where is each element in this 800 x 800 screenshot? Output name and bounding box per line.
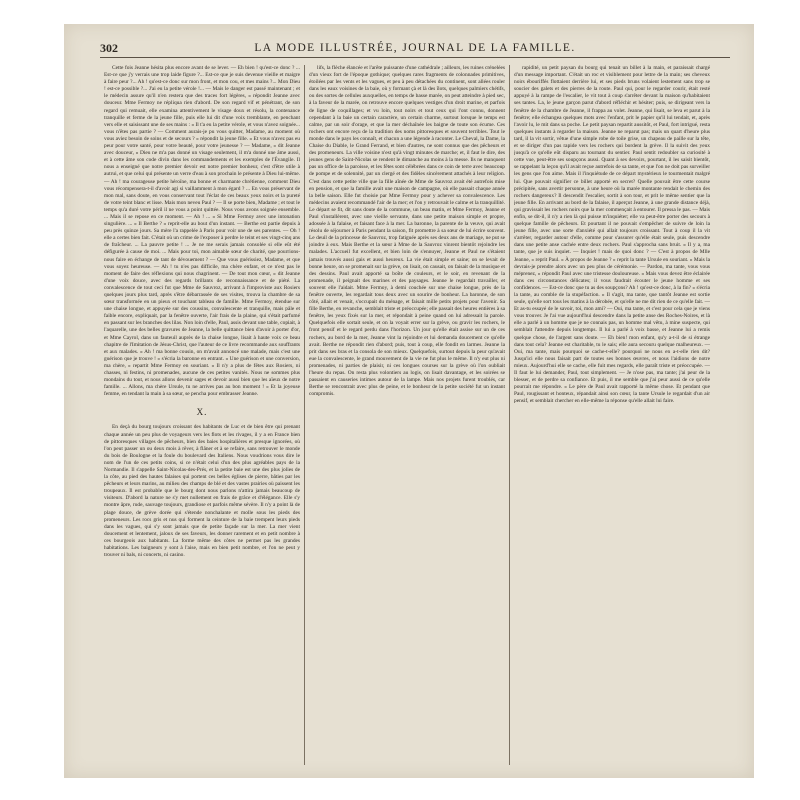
column-rule bbox=[304, 65, 305, 765]
section-number: X. bbox=[196, 407, 208, 418]
body-text: En deçà du bourg toujours croissant des habitants de Luc et de bien être qui prenant chaque année un peu plus de voyageurs vers les flots et les rivages, il y a en France bien de pittoresques villages de pêcheurs, bien des baies hospitalières et presque ignorées, où l'on peut passer un ou deux mois à rêver, à flâner et à se refaire, sans retrouver le monde du bois de Boulogne et la foule du boulevard des Italiens. Nous voudrions vous dire le nom de l'un de ces petits coins, si ce n'était celui d'un des plus agréables pays de la Normandie. Il s'appelle Saint-Nicolas-des-Prés, et la petite baie est une des plus jolies de la côte, au pied des hautes falaises qui portent ces belles églises de pierre, bâties par les pêcheurs et leurs marins, au milieu des champs de blé et des vastes prairies où paissent les troupeaux. Il est probable que le bourg dont nous parlons n'attira jamais beaucoup de visiteurs. D'abord la nature ne s'y met nullement en frais de grâce et d'élégance. Elle s'y montre âpre, rude, sauvage toujours, grandiose et parfois même sévère. Il n'y a point là de plage douce, de grève dorée qui s'étende nonchalante et molle sous les pieds des promeneurs. Les rocs gris et nus qui forment la ceinture de la baie trempent leurs pieds dans les vagues, qui s'y sont jamais que de petite façade sur la mer. La mer vient doucement et lentement, jaloux de ses faveurs, les donner rarement et en petit nombre à ces bourgeois aux habitants. La forme même des côtes ne permet pas les grandes habitations. Les baigneurs y sont à l'aise, mais en bien petit nombre, et l'on ne peut y trouver ni bals, ni concerts, ni casino. bbox=[104, 424, 300, 559]
column-rule bbox=[509, 65, 510, 765]
text-column-3 bbox=[514, 65, 710, 765]
running-title: LA MODE ILLUSTRÉE, JOURNAL DE LA FAMILLE. bbox=[254, 42, 576, 54]
body-text: rapidité, un petit paysan du bourg qui tenait un billet à la main, et paraissait chargé d'un message important. C'était un roc et visiblement pour lettre de la main; ses cheveux noirs ébouriffés flottaient derrière lui, et ses pieds bruns volaient lestement sans trop se soucier des galets et des pierres de la route. Paul qui, pour le regarder courir, était resté appuyé à la rampe de l'escalier, le vit tout à coup s'arrêter devant la maison qu'habitaient ses tantes. La, le jeune garçon parut d'abord réfléchir et hésiter; puis, se dirigeant vers la fenêtre de la chambre de Jeanne, il frappa au volet. Jeanne, qui lisait, se leva et parut à la fenêtre; elle échangea quelques mots avec l'enfant, prit le papier qu'il lui tendait, et, après l'avoir lu, le mit dans sa poche. Le petit paysan repartit aussitôt, et Paul, fort intrigué, resta quelques instants à regarder la maison. Jeanne ne reparut pas; mais un quart d'heure plus tard, il la vit sortir, vêtue d'une simple robe de toile grise, un chapeau de paille sur la tête, et se diriger d'un pas rapide vers les rochers qui bordent la grève. Il la suivit des yeux jusqu'à ce qu'elle eût disparu au tournant du sentier. Paul sentit redoubler sa curiosité à cette vue, peut-être ses soupçons aussi. Quant à ses devoirs, pourtant, il les saisit bientôt, se rappelant la leçon qu'il avait reçue autrefois de sa tante, et que l'on ne doit pas surveiller les gens que l'on aime. Mais il l'inquiétude de ce départ mystérieux le tourmentait malgré lui. Que pouvait signifier ce billet apporté en secret? Quelle pouvait être cette course précipitée, sans avertir personne, à une heure où la marée montante rendait le chemin des rochers dangereux? Il descendit l'escalier, sortit à son tour, et prit le même sentier que la jeune fille. En arrivant au bord de la falaise, il aperçut Jeanne, à une grande distance déjà, qui gravissait les rochers noirs que la mer commençait à entourer. Il pressa le pas. — Mais enfin, se dit-il, il n'y a rien là qui puisse m'inquiéter; elle va peut-être porter des secours à quelque famille de pêcheurs. Et pourtant il ne pouvait s'empêcher de suivre de loin la jeune fille, avec une sorte d'anxiété qui allait toujours croissant. Tout à coup il la vit s'arrêter, regarder autour d'elle, comme pour s'assurer qu'elle était seule, puis descendre dans une petite anse cachée entre deux rochers. Paul s'approcha sans bruit. « Il y a, ma tante, que je suis inquiet. — Inquiet ! mais de quoi donc ? — C'est à propos de Mlle Jeanne, » reprit Paul. « À propos de Jeanne ? » reprit la tante Ursule en souriant. « Mais la devrais-je prendre alors avec un peu plus de cérémonie. — Pardon, ma tante, vous vous méprenez, » répondit Paul avec une tristesse douloureuse. « Mais vous devez être éclairée dans ces circonstances délicates; il vous faudrait écouter le jeune homme et ses confidences. — Est-ce donc que tu as des soupçons? Ah ! qu'est-ce donc, à la fin? » s'écria la tante, au comble de la stupéfaction. « Il s'agit, ma tante, que tantôt Jeanne est sortie seule, qu'elle sort tous les matins à la dérobée, et qu'elle ne me dit rien de ce qu'elle fait. — Et as-tu essayé de le savoir, toi, mon ami? — Oui, ma tante, et c'est pour cela que je viens vous trouver. Je l'ai vue aujourd'hui descendre dans la petite anse des Roches-Noires, et là elle a parlé à un homme que je ne connais pas, un homme mal vêtu, à mine suspecte, qui semblait l'attendre depuis longtemps. Il lui a parlé à voix basse, et Jeanne lui a remis quelque chose, de l'argent sans doute. — Eh bien! mon enfant, qu'y a-t-il de si étrange dans tout cela? Jeanne est charitable, tu le sais; elle aura secouru quelque malheureux. — Oui, ma tante, mais pourquoi se cache-t-elle? pourquoi ne nous en a-t-elle rien dit? Jusqu'ici elle nous faisait part de toutes ses bonnes œuvres, et nous l'aidions de notre mieux. Aujourd'hui elle se cache, elle fuit mes regards, elle paraît triste et préoccupée. — Il faut le lui demander, Paul, tout simplement. — Je n'ose pas, ma tante; j'ai peur de la blesser, et de perdre sa confiance. Et puis, il me semble que j'ai peur aussi de ce qu'elle pourrait me répondre. » Le père de Paul avait rapporté la même chose. Et pendant que Paul, rougissant et honteux, répandait ainsi son cœur, la tante Ursule le regardait d'un air pensif, et semblait chercher en elle-même la réponse qu'elle allait lui faire. bbox=[514, 65, 710, 405]
page-number: 302 bbox=[100, 41, 118, 55]
body-text: lifs, la flèche élancée et l'arête puissante d'une cathédrale ; ailleurs, les ruines crénelées d'un vieux fort de l'époque gothique; quelques rares fragments de colonnades primitives, étoilées par les vents et les vagues, et peu à peu détachées du continent, sont allées rouler dans les eaux voisines de la baie, où y formant çà et là des îlots, quelques palmiers chétifs, ou des sortes de cellules auxquelles, en temps de basse marée, on peut atteindre à pied sec, à la faveur de la marée, on retrouve encore quelques vestiges d'un droit marine, et parfois de ligne de coquillages; et vu loin, tout noirs et tout ceux qui l'ont connu, donnent cependant à la baie un certain caractère, un certain charme, surtout lorsque le temps est calme, par un soir d'orage, et que la mer déchaînée les baigne de toute son écume. Ces rochers ont encore reçu de la tradition des noms pittoresques et souvent terribles. Tout le monde dans le pays les connaît, et chacun a une légende à raconter. Le Cheval, la Dame, la Chaise du Diable, le Grand Ferrand, et bien d'autres, ne sont connus que des pêcheurs et des promeneurs. La ville voisine n'est qu'à vingt minutes de marche; et, il faut le dire, des jeunes gens de Saint-Nicolas se rendent le dimanche au moins à la messe. Ils ne manquent pas un office de la paroisse, et les fêtes sont célébrées dans ce coin de terre avec beaucoup de pompe et de solennité, par un clergé et des fidèles sincèrement attachés à leur religion. C'est dans cette petite ville que la fille aînée de Mme de Sauvroz avait été autrefois mise en pension, et que la famille avait une maison de campagne, où elle passait chaque année la belle saison. Elle fut choisie par Mme Fermoy pour y achever sa convalescence. Les médecins avaient recommandé l'air de la mer; et l'on y retrouvait le calme et la tranquillité. Le départ se fit, dit sans doute de la commune, un beau matin, et Mme Fermoy, Jeanne et Paul s'installèrent, avec une vieille servante, dans une petite maison simple et propre, adossée à la falaise, et faisant face à la mer. La baronne, la parente de la veuve, qui avait résolu de séjourner à Paris pendant la saison, fit promettre à sa sœur de lui écrire souvent. Le deuil de la princesse de Sauvroz, trop fatiguée après ses deux ans de mariage, ne put se joindre à eux. Mais Berthe et la sœur à Mme de la Sauvroz vinrent bientôt rejoindre les malades. L'accueil fut excellent, et bien loin de s'ennuyer, Jeanne et Paul ne s'étaient jamais trouvés aussi gais et aussi heureux. La vie était simple et saine; on se levait de bonne heure, on se promenait sur la grève, on lisait, on causait, on faisait de la musique et des dessins. Paul avait apporté sa boîte de couleurs, et le soir, en revenant de la promenade, il peignait des marines et des paysages. Jeanne le regardait travailler, et souvent elle l'aidait. Mme Fermoy, à demi couchée sur une chaise longue, près de la fenêtre ouverte, les regardait tous deux avec un sourire de bonheur. La baronne, de son côté, allait et venait, s'occupait du ménage, et faisait mille petits projets pour l'avenir. Sa fille Berthe, en revanche, semblait triste et préoccupée; elle passait des heures entières à sa fenêtre, les yeux fixés sur la mer, et répondait à peine quand on lui adressait la parole. Quelquefois elle sortait seule, et on la voyait errer sur la grève, ou gravir les rochers, le front pensif et le regard perdu dans l'horizon. Un jour qu'elle était assise sur un de ces rochers, au bord de la mer, Jeanne vint la rejoindre et lui demanda doucement ce qu'elle avait. Berthe ne répondit rien d'abord; puis, tout à coup, elle fondit en larmes. Jeanne la prit dans ses bras et la consola de son mieux. Quelquefois, surtout depuis la peur qu'avait eue la convalescente, le grand mouvement de la vie ne fut plus le même. Il n'y eut plus ni promenades, ni parties de plaisir, ni ces longues courses sur la grève où l'on oubliait l'heure du repas. On resta plus volontiers au logis, on lisait davantage, et les soirées se passaient en causeries intimes autour de la lampe. Mais nos projets furent troublés, car Berthe se rencontrait avec plus de peine, et le bonheur de la petite société fut un instant compromis. bbox=[309, 65, 505, 398]
running-header bbox=[100, 40, 730, 58]
body-text: Cette fois Jeanne hésita plus encore avant de se lever. — Eh bien ! qu'est-ce donc ? ... Est-ce que j'y verrais une trop laide figure ?... Est-ce que je suis devenue vieille et maigre à faire peur ?... Ah ! qu'est-ce donc sur mon front, et mon cou, et mes mains ?... Mon Dieu ! est-ce possible ?... J'ai eu la petite vérole !... — Mais le danger est passé maintenant ; et le médecin assure qu'il n'en restera que des traces fort légères, » répondit Jeanne avec douceur. Mme Fermoy ne répliqua rien d'abord. De son regard vif et pénétrant, de son regard qui remuait, elle examina attentivement le visage doux et résolu, la contenance tranquille et ferme de la jeune fille, puis elle lui dit d'une voix tremblante, en penchant vers elle et saisissant une de ses mains : « Il t'a eu la petite vérole, et vous n'avez soignée... vous n'êtes pas partie ? — Comment aurais-je pu vous quitter, Madame, au moment où vous aviez besoin de soins et de secours ? » répondit la jeune fille. « Et vous n'avez pas eu peur pour votre santé, pour votre beauté, pour votre jeunesse ? — Madame, » dit Jeanne avec douceur, « Dieu ne m'a pas donné un visage seulement, il m'a donné une âme aussi, et à cette âme son code divin dans les commandements et les exemples de l'Évangile. Il nous a enseigné que notre premier devoir est notre premier bonheur, c'est d'être utile à autrui, et que celui qui présente un verre d'eau à son prochain le présente à Dieu lui-même. — Ah ! ma courageuse petite héroïne, ma bonne et charmante chrétienne, comment Dieu vous récompensera-t-il d'avoir agi si vaillamment à mon égard ? ... En vous préservant de mon mal, sans doute, en vous conservant tout l'éclat de ces beaux yeux noirs et la pureté de votre teint blanc et lisse. Mais mon neveu Paul ? — Il se porte bien, Madame ; et tout le temps qu'a duré votre péril il ne vous a point quittée. Nous vous avons soignée ensemble. ... Mais il se repose en ce moment. — Ah ! ... « Si Mme Fermoy avec une intonation singulière. ... « Il Berthe ? » reprit-elle au bout d'un instant. — Berthe est partie depuis à peu près quinze jours. Sa mère l'a rappelée à Paris pour voir une de ses parentes. — Oh ! elle a certes bien fait. C'était où un crime de l'exposer à perdre le teint et ses vingt-cinq ans de fraîcheur. ... La pauvre petite ! ... Je ne me serais jamais consolée si elle eût été défigurée à cause de moi. ... Mais pour toi, mon aimable sœur de charité, que pourrions-nous faire en échange de tant de dévouement ? — Que vous guérissiez, Madame, et que vous soyez heureuse. — Ah ! tu n'es pas difficile, ma chère enfant, et ce n'est pas le moment de faire des réflexions qui nous chagrinent. — De tout mon cœur, » dit Jeanne d'une voix douce, avec des regards brillants de reconnaissance et de piété. La convalescence de tout ceci fut que Mme de Sauvroz, arrivant à l'improviste aux Rosiers quelques jours plus tard, après s'être débarrassée de ses visites, trouva la chambre de sa sœur transformée en un pieux et touchant tableau de famille. Mme Fermoy, étendue sur une chaise longue, et appuyée sur des coussins, convalescente et tranquille, mais pâle et faible encore, expliquait, par la fenêtre ouverte, l'air frais de la plaine, qui s'était parfumé en passant sur les branches des lilas. Non loin d'elle, Paul, assis devant une table, copiait, à l'aquarelle, une des belles gravures de Jeanne, la belle quittance bien d'avoir à porter d'or, et Mme Cayrol, dans un fauteuil auprès de la chaise longue, lisait à haute voix ce beau chapitre de l'Imitation de Jésus-Christ, que l'auteur de ce livre recommande aux souffrants et aux malades. « Ah ! ma bonne cousin, on m'avait annoncé une malade, mais c'est une guérison que je trouve ! » s'écria la baronne en entrant. « Une guérison et une conversion, ma chère, » repartit Mme Fermoy en souriant. « Il n'y a plus de fêtes aux Rosiers, ni chasses, ni festins, ni promenades, aucune de ces petites vanités. Nous ne sommes plus mondains du tout, et nous allons devenir sages et devoir aussi bien que les aïeux de notre famille. ... Allons, ma chère Ursule, tu ne arrives pas au bon moment ! » Et la joyeuse femme, en tendant la main à sa sœur, se pencha pour embrasser Jeanne. bbox=[104, 65, 300, 398]
text-column-1 bbox=[104, 65, 300, 765]
magazine-page bbox=[64, 24, 754, 778]
text-column-2 bbox=[309, 65, 505, 765]
